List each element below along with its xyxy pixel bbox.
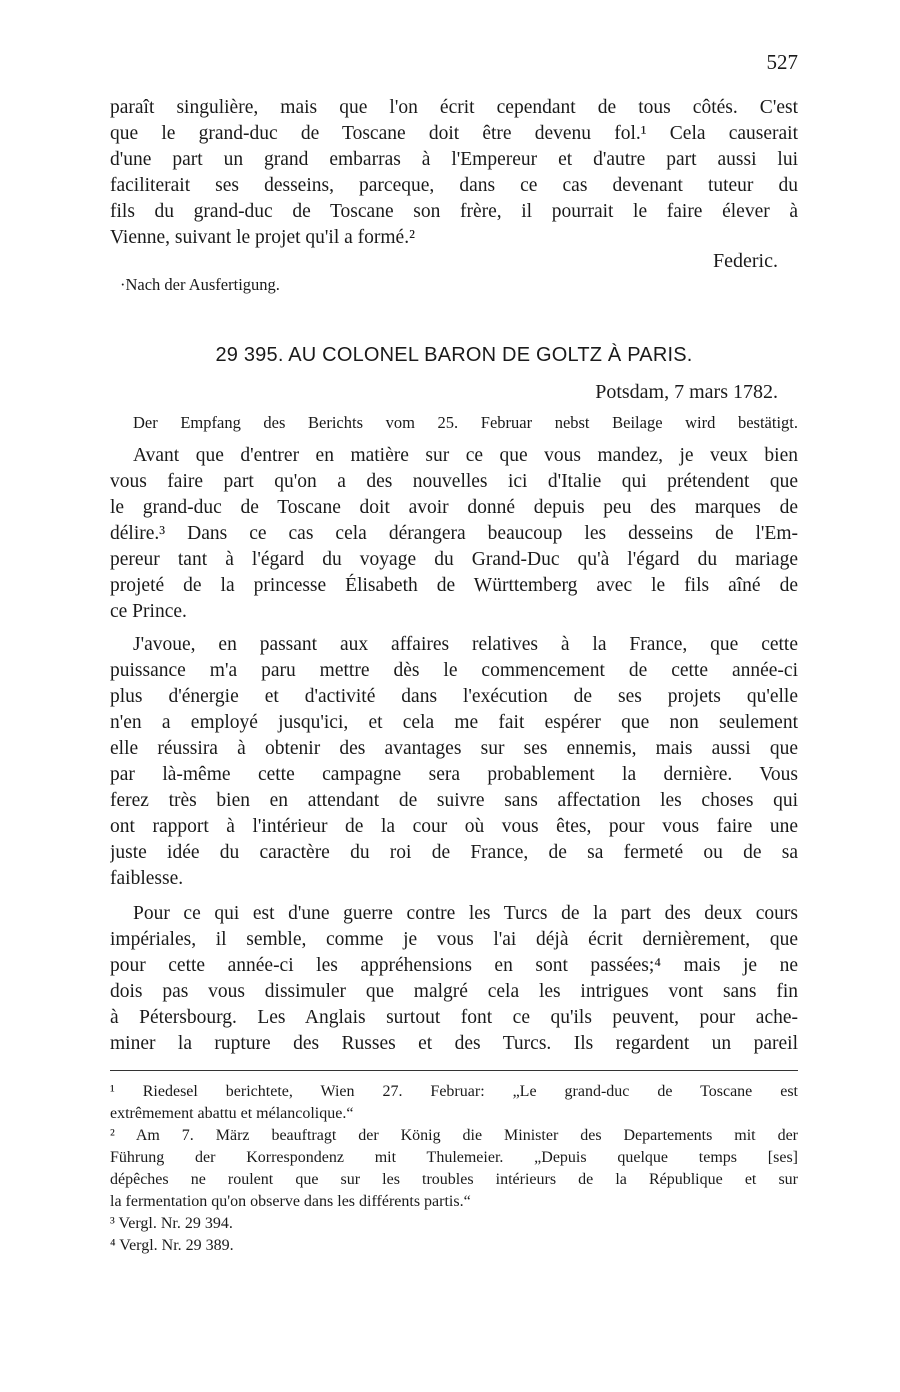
text-line: juste idée du caractère du roi de France, de sa fermeté ou de sa — [110, 842, 798, 863]
footnote-line: extrêmement abattu et mélancolique.“ — [110, 1105, 354, 1122]
text-line: Vienne, suivant le projet qu'il a formé.² — [110, 227, 415, 248]
footnote-line: ⁴ Vergl. Nr. 29 389. — [110, 1237, 234, 1254]
text-line: n'en a employé jusqu'ici, et cela me fait espérer que non seulement — [110, 712, 798, 733]
footnote-line: la fermentation qu'on observe dans les différents partis.“ — [110, 1193, 471, 1210]
text-line: vous faire part qu'on a des nouvelles ici d'Italie qui prétendent que — [110, 471, 798, 492]
text-line: le grand-duc de Toscane doit avoir donné depuis peu des marques de — [110, 497, 798, 518]
text-line: projeté de la princesse Élisabeth de Württemberg avec le fils aîné de — [110, 575, 798, 596]
text-line: pereur tant à l'égard du voyage du Grand-Duc qu'à l'égard du mariage — [110, 549, 798, 570]
letter-heading: 29 395. AU COLONEL BARON DE GOLTZ À PARIS. — [215, 344, 693, 366]
footnote-line: ¹ Riedesel berichtete, Wien 27. Februar: „Le grand-duc de Toscane est — [110, 1083, 798, 1100]
text-line: ce Prince. — [110, 601, 187, 622]
text-line: délire.³ Dans ce cas cela dérangera beaucoup les desseins de l'Em- — [110, 523, 798, 544]
letter-summary: Der Empfang des Berichts vom 25. Februar nebst Beilage wird bestätigt. — [133, 413, 798, 432]
text-line: faciliterait ses desseins, parceque, dans ce cas devenant tuteur du — [110, 175, 798, 196]
text-line: dois pas vous dissimuler que malgré cela les intrigues vont sans fin — [110, 981, 798, 1002]
text-line: ferez très bien en attendant de suivre sans affectation les choses qui — [110, 790, 798, 811]
dateline: Potsdam, 7 mars 1782. — [595, 381, 778, 403]
source-note: ·Nach der Ausfertigung. — [120, 275, 280, 294]
text-line: à Pétersbourg. Les Anglais surtout font ce qu'ils peuvent, pour ache- — [110, 1007, 798, 1028]
text-line: d'une part un grand embarras à l'Empereur et d'autre part aussi lui — [110, 149, 798, 170]
page-number: 527 — [766, 50, 798, 74]
footnote-line: Führung der Korrespondenz mit Thulemeier. „Depuis quelque temps [ses] — [110, 1149, 798, 1166]
text-line: ont rapport à l'intérieur de la cour où vous êtes, pour vous faire une — [110, 816, 798, 837]
footnote-line: ³ Vergl. Nr. 29 394. — [110, 1215, 233, 1232]
footnote-line: dépêches ne roulent que sur les troubles intérieurs de la République et sur — [110, 1171, 798, 1188]
footnote-line: ² Am 7. März beauftragt der König die Minister des Departements mit der — [110, 1127, 798, 1144]
text-line: que le grand-duc de Toscane doit être devenu fol.¹ Cela causerait — [110, 123, 798, 144]
text-line: par là-même cette campagne sera probablement la dernière. Vous — [110, 764, 798, 785]
text-line: Avant que d'entrer en matière sur ce que vous mandez, je veux bien — [133, 445, 798, 466]
signature: Federic. — [713, 250, 778, 272]
text-line: Pour ce qui est d'une guerre contre les Turcs de la part des deux cours — [133, 903, 798, 924]
text-line: plus d'énergie et d'activité dans l'exécution de ses projets qu'elle — [110, 686, 798, 707]
text-line: elle réussira à obtenir des avantages sur ses ennemis, mais aussi que — [110, 738, 798, 759]
text-line: miner la rupture des Russes et des Turcs. Ils regardent un pareil — [110, 1033, 798, 1054]
footnote-divider — [110, 1070, 798, 1071]
text-line: J'avoue, en passant aux affaires relatives à la France, que cette — [133, 634, 798, 655]
text-line: impériales, il semble, comme je vous l'ai déjà écrit dernièrement, que — [110, 929, 798, 950]
text-line: puissance m'a paru mettre dès le commencement de cette année-ci — [110, 660, 798, 681]
text-line: fils du grand-duc de Toscane son frère, il pourrait le faire élever à — [110, 201, 798, 222]
text-line: faiblesse. — [110, 868, 184, 889]
text-line: pour cette année-ci les appréhensions en sont passées;⁴ mais je ne — [110, 955, 798, 976]
text-line: paraît singulière, mais que l'on écrit cependant de tous côtés. C'est — [110, 97, 798, 118]
